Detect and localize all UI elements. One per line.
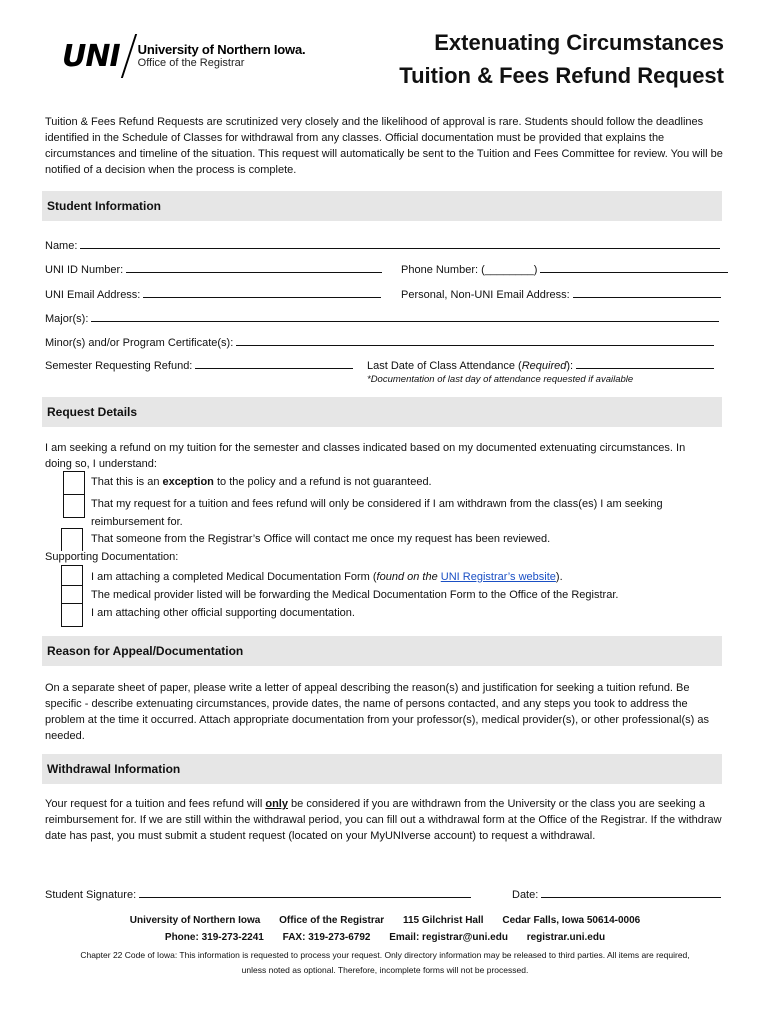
request-intro-line1: I am seeking a refund on my tuition for the semester and classes indicated based on my documented extenuating circumstances. In <box>45 442 686 454</box>
logo-divider <box>120 34 136 78</box>
footer-office: Office of the Registrar <box>279 915 385 926</box>
name-blank[interactable] <box>80 238 720 249</box>
personal-email-field[interactable] <box>401 287 721 301</box>
footer-phone: Phone: 319-273-2241 <box>164 932 264 943</box>
date-blank[interactable] <box>541 887 721 898</box>
semester-blank[interactable] <box>195 358 353 369</box>
uni-email-field[interactable] <box>45 287 381 301</box>
page-header <box>0 0 770 100</box>
request-details-heading: Request Details <box>42 397 722 427</box>
legal-notice <box>40 948 730 978</box>
phone-label: Phone Number: (________) <box>401 264 538 276</box>
withdrawal-text-post: be considered if you are withdrawn from the University or the class you are seeking a reimbursement for. If we are still within the withdrawal period, you can fill out a withdrawal form at the Office of the Registrar. If the withdraw date has past, you must submit a student request (located on your MyUNIverse account) to request a withdrawal. <box>45 798 722 842</box>
exception-text-pre: That this is an <box>91 476 163 488</box>
logo-text <box>138 42 306 71</box>
withdrawal-heading: Withdrawal Information <box>42 754 722 784</box>
personal-email-label: Personal, Non-UNI Email Address: <box>401 289 570 301</box>
footer-fax: FAX: 319-273-6792 <box>282 932 371 943</box>
majors-field[interactable] <box>45 311 719 325</box>
uni-id-field[interactable] <box>45 262 382 276</box>
contact-checkbox[interactable] <box>61 528 83 552</box>
majors-label: Major(s): <box>45 313 89 325</box>
medical-form-item <box>91 571 563 583</box>
signature-field[interactable] <box>45 887 471 901</box>
uni-id-label: UNI ID Number: <box>45 264 124 276</box>
footer-univ: University of Northern Iowa <box>129 915 261 926</box>
withdrawal-only: only <box>265 798 288 810</box>
phone-field[interactable] <box>401 262 728 276</box>
withdrawn-line2: reimbursement for. <box>91 516 183 528</box>
withdrawn-item <box>91 495 663 531</box>
last-date-label-end: ): <box>566 360 574 372</box>
footer-street: 115 Gilchrist Hall <box>402 915 484 926</box>
registrar-website-link[interactable]: UNI Registrar’s website <box>440 571 556 583</box>
withdrawal-text <box>45 796 725 844</box>
title-line-1: Extenuating Circumstances <box>434 30 724 55</box>
required-marker: Required <box>521 360 567 372</box>
minors-blank[interactable] <box>236 335 714 346</box>
provider-forward-item: The medical provider listed will be forwarding the Medical Documentation Form to the Office of the Registrar. <box>91 589 619 601</box>
request-intro-line2: doing so, I understand: <box>45 458 157 470</box>
other-docs-item: I am attaching other official supporting documentation. <box>91 607 355 619</box>
reason-heading: Reason for Appeal/Documentation <box>42 636 722 666</box>
personal-email-blank[interactable] <box>573 287 721 298</box>
other-docs-checkbox[interactable] <box>61 603 83 627</box>
minors-label: Minor(s) and/or Program Certificate(s): <box>45 337 234 349</box>
legal-line2: unless noted as optional. Therefore, incomplete forms will not be processed. <box>241 965 529 975</box>
office-name: Office of the Registrar <box>137 57 245 70</box>
footer-contact <box>0 932 770 943</box>
uni-email-label: UNI Email Address: <box>45 289 141 301</box>
signature-label: Student Signature: <box>45 889 137 901</box>
reason-text: On a separate sheet of paper, please write a letter of appeal describing the reason(s) and justification for seeking a tuition refund. Be specific - describe extenuating circumstances, provide dates, the name of persons contacted, and any steps you took to address the problem at the time it occurred. Attach appropriate documentation from your professor(s), medical provider(s), or other professional(s) as needed. <box>45 682 709 742</box>
date-field[interactable] <box>512 887 721 901</box>
request-intro <box>45 440 725 472</box>
signature-blank[interactable] <box>139 887 471 898</box>
phone-blank[interactable] <box>540 262 728 273</box>
exception-item <box>91 476 432 488</box>
last-date-label: Last Date of Class Attendance ( <box>367 360 522 372</box>
minors-field[interactable] <box>45 335 714 349</box>
university-name: University of Northern Iowa. <box>137 41 306 57</box>
name-field[interactable] <box>45 238 720 252</box>
withdrawal-text-pre: Your request for a tuition and fees refund will <box>45 798 266 810</box>
semester-label: Semester Requesting Refund: <box>45 360 193 372</box>
uni-logo <box>62 32 305 80</box>
legal-line1: Chapter 22 Code of Iowa: This information is requested to process your request. Only directory information may be released to third parties. All items are required, <box>80 950 690 960</box>
supporting-doc-label: Supporting Documentation: <box>45 551 179 563</box>
last-date-note: *Documentation of last day of attendance requested if available <box>367 374 634 385</box>
last-date-blank[interactable] <box>576 358 714 369</box>
footer-email: Email: registrar@uni.edu <box>389 932 508 943</box>
uni-id-blank[interactable] <box>126 262 382 273</box>
student-info-heading: Student Information <box>42 191 722 221</box>
intro-paragraph: Tuition & Fees Refund Requests are scrutinized very closely and the likelihood of approval is rare. Students should follow the deadlines identified in the Schedule of Classes for withdrawal from any classes. Official documentation must be provided that explains the circumstances and timeline of the situation. This request will automatically be sent to the Tuition and Fees Committee for review. You will be notified of a decision when the process is complete. <box>45 116 723 176</box>
exception-text-post: to the policy and a refund is not guaranteed. <box>213 476 432 488</box>
form-title <box>399 26 724 92</box>
uni-email-blank[interactable] <box>143 287 381 298</box>
title-line-2: Tuition & Fees Refund Request <box>399 63 724 88</box>
medical-form-end: ). <box>555 571 563 583</box>
exception-checkbox[interactable] <box>63 471 85 495</box>
withdrawn-checkbox[interactable] <box>63 494 85 518</box>
footer-web: registrar.uni.edu <box>526 932 606 943</box>
footer-city: Cedar Falls, Iowa 50614-0006 <box>502 915 641 926</box>
contact-item: That someone from the Registrar’s Office will contact me once my request has been reviewed. <box>91 533 551 545</box>
exception-bold: exception <box>162 476 214 488</box>
medical-form-text: I am attaching a completed Medical Documentation Form ( <box>91 571 377 583</box>
date-label: Date: <box>512 889 539 901</box>
majors-blank[interactable] <box>91 311 719 322</box>
uni-logo-mark: UNI <box>62 38 120 74</box>
last-date-field[interactable] <box>367 358 714 372</box>
medical-form-italic: found on the <box>376 571 441 583</box>
withdrawn-line1: That my request for a tuition and fees refund will only be considered if I am withdrawn from the class(es) I am seeking <box>91 498 663 510</box>
footer-address <box>0 915 770 926</box>
name-label: Name: <box>45 240 78 252</box>
semester-field[interactable] <box>45 358 353 372</box>
